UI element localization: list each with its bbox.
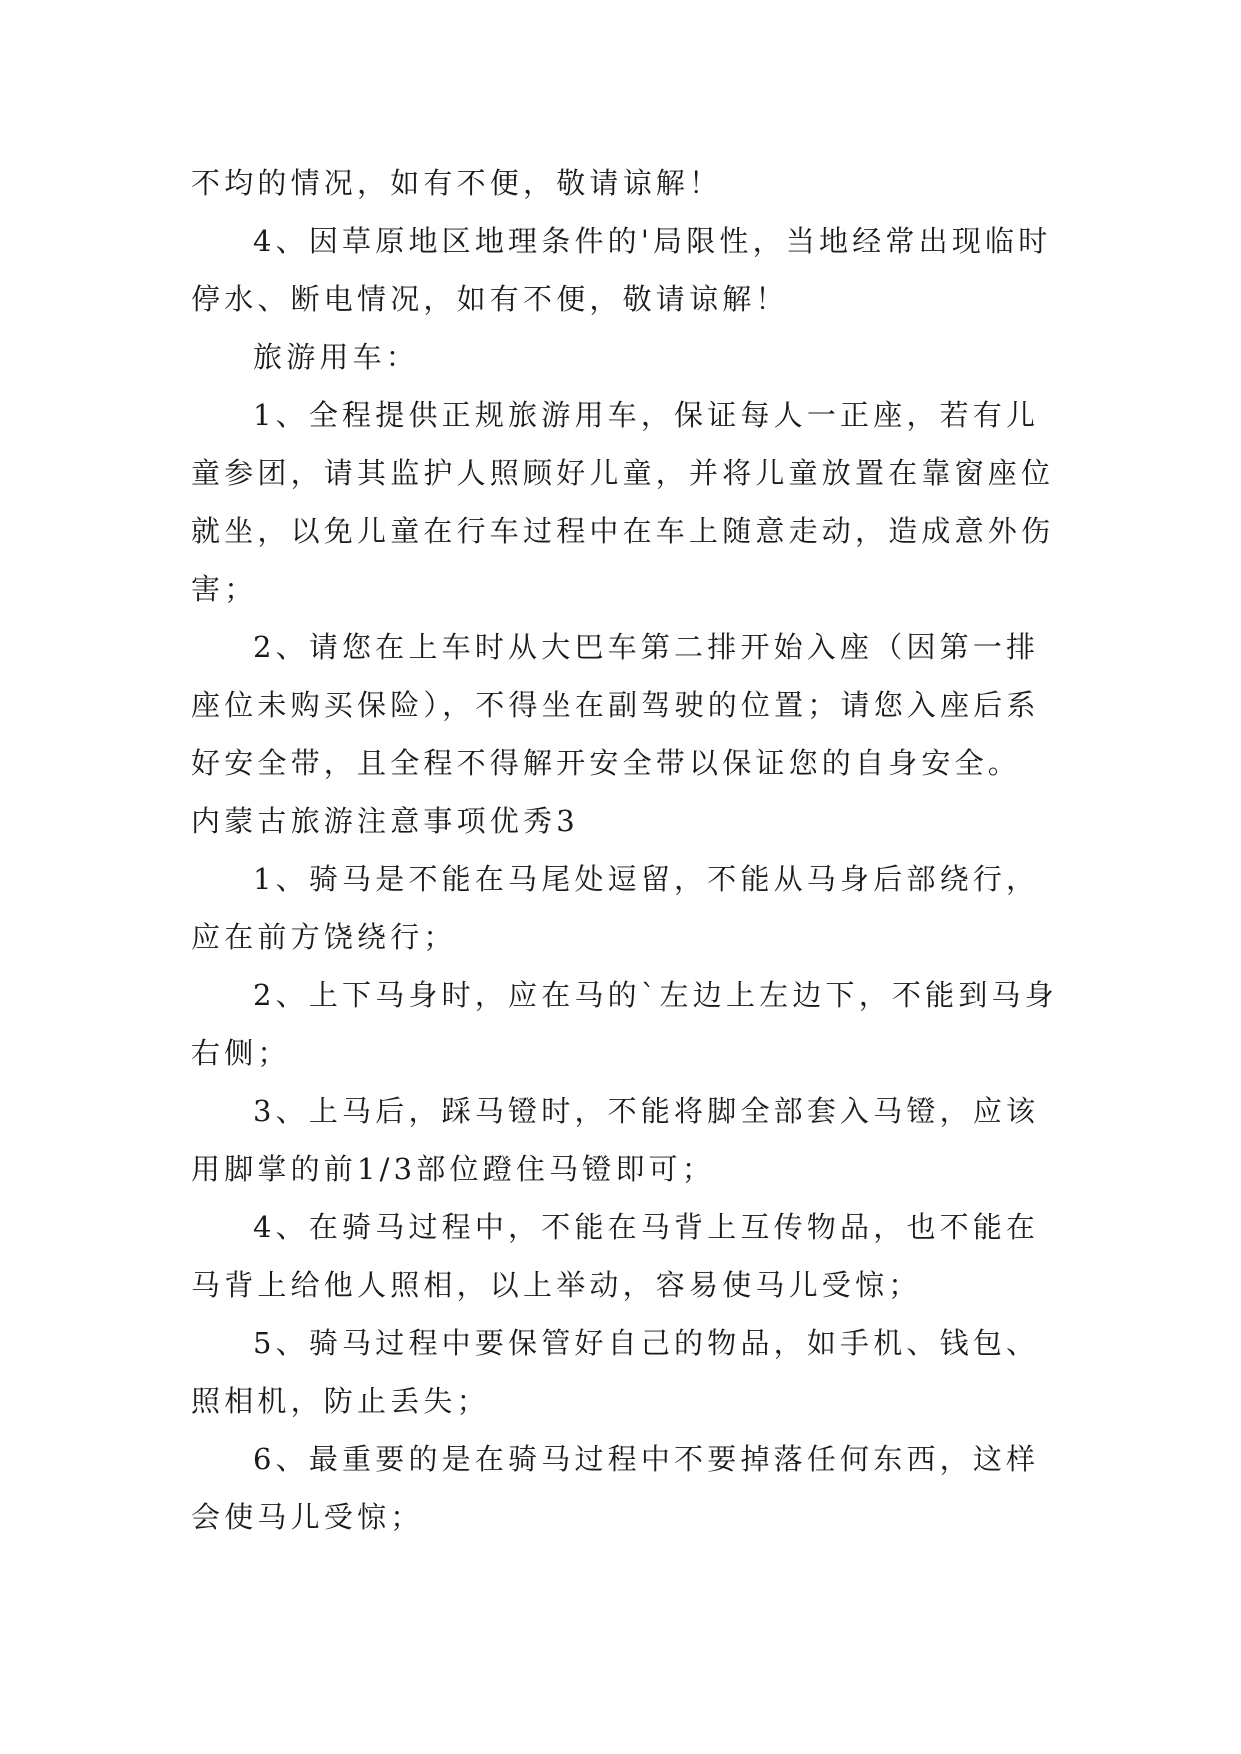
paragraph-line: 会使马儿受惊； [191, 1500, 424, 1534]
section-heading: 旅游用车： [253, 340, 420, 374]
paragraph-line: 停水、断电情况，如有不便，敬请谅解！ [191, 282, 789, 316]
paragraph-line: 照相机，防止丢失； [191, 1384, 490, 1418]
paragraph-line: 用脚掌的前1/3部位蹬住马镫即可； [191, 1152, 716, 1186]
paragraph-line: 1、骑马是不能在马尾处逗留，不能从马身后部绕行， [253, 862, 1040, 896]
paragraph-line: 不均的情况，如有不便，敬请谅解！ [191, 166, 723, 200]
paragraph-line: 马背上给他人照相，以上举动，容易使马儿受惊； [191, 1268, 922, 1302]
paragraph-line: 2、上下马身时，应在马的`左边上左边下，不能到马身 [253, 978, 1058, 1012]
paragraph-line: 害； [191, 572, 258, 606]
section-title: 内蒙古旅游注意事项优秀3 [191, 804, 579, 838]
document-body [191, 154, 1058, 1546]
paragraph-line: 应在前方饶绕行； [191, 920, 457, 954]
paragraph-line: 3、上马后，踩马镫时，不能将脚全部套入马镫，应该 [253, 1094, 1040, 1128]
paragraph-line: 童参团，请其监护人照顾好儿童，并将儿童放置在靠窗座位 [191, 456, 1055, 490]
paragraph-line: 座位未购买保险），不得坐在副驾驶的位置；请您入座后系 [191, 688, 1040, 722]
paragraph-line: 就坐，以免儿童在行车过程中在车上随意走动，造成意外伤 [191, 514, 1055, 548]
paragraph-line: 右侧； [191, 1036, 291, 1070]
paragraph-line: 4、在骑马过程中，不能在马背上互传物品，也不能在 [253, 1210, 1040, 1244]
paragraph-line: 2、请您在上车时从大巴车第二排开始入座（因第一排 [253, 630, 1040, 664]
paragraph-line: 5、骑马过程中要保管好自己的物品，如手机、钱包、 [253, 1326, 1040, 1360]
paragraph-line: 4、因草原地区地理条件的'局限性，当地经常出现临时 [253, 224, 1052, 258]
paragraph-line: 6、最重要的是在骑马过程中不要掉落任何东西，这样 [253, 1442, 1040, 1476]
paragraph-line: 1、全程提供正规旅游用车，保证每人一正座，若有儿 [253, 398, 1040, 432]
paragraph-line: 好安全带，且全程不得解开安全带以保证您的自身安全。 [191, 746, 1022, 780]
